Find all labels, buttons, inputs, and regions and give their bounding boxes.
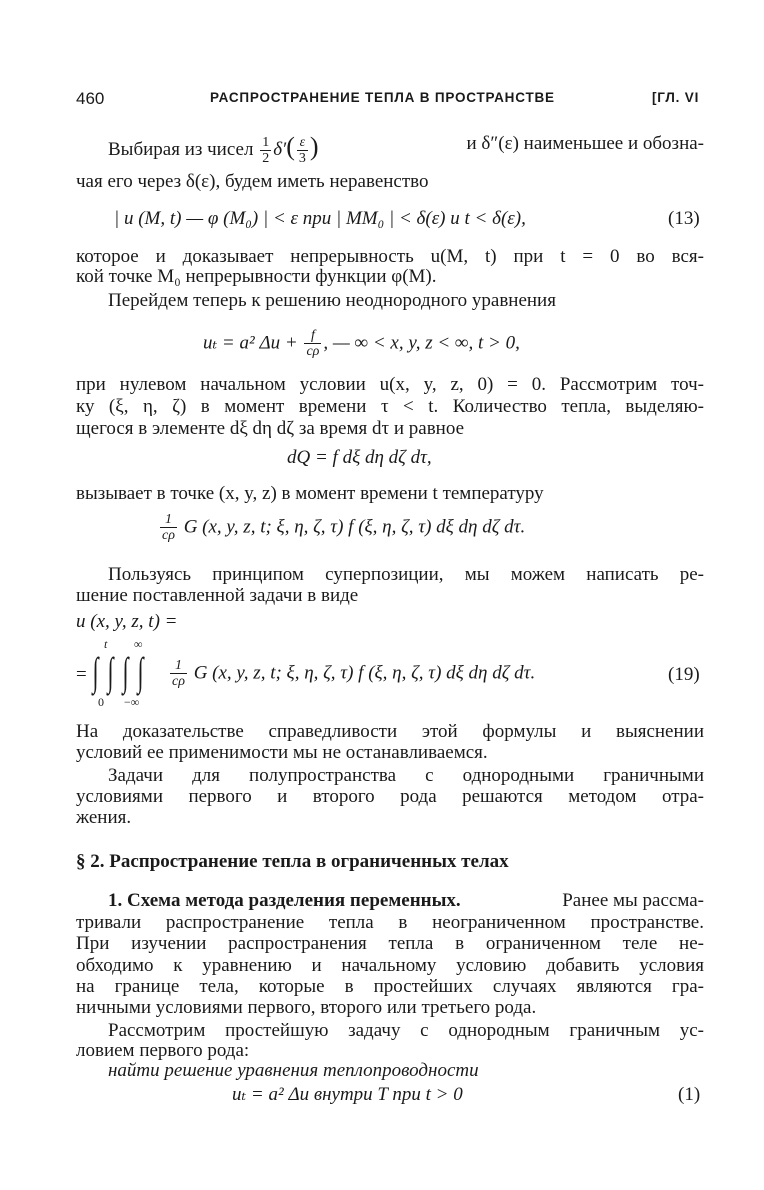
fraction-numerator: 1 <box>160 512 177 528</box>
paragraph-line: шение поставленной задачи в виде <box>76 585 359 606</box>
math-symbol: δ′ <box>273 139 287 160</box>
paragraph-line: условий ее применимости мы не останавливаемся. <box>76 742 488 763</box>
paragraph-line: вызывает в точке (x, y, z) в момент времени t температуру <box>76 483 544 504</box>
running-title: РАСПРОСТРАНЕНИЕ ТЕПЛА В ПРОСТРАНСТВЕ <box>210 90 555 105</box>
equation-19-eq-sign: = <box>76 664 87 685</box>
fraction <box>304 328 321 360</box>
fraction <box>260 135 271 167</box>
paragraph-line: Перейдем теперь к решению неоднородного уравнения <box>108 290 556 311</box>
paragraph-line <box>108 134 704 167</box>
equation-lhs: uₜ = a² Δu + <box>203 332 298 354</box>
expression-body: G (x, y, z, t; ξ, η, ζ, τ) f (ξ, η, ζ, τ) dξ dη dζ dτ. <box>183 516 526 538</box>
expression-body: G (x, y, z, t; ξ, η, ζ, τ) f (ξ, η, ζ, τ) dξ dη dζ dτ. <box>193 662 536 684</box>
paragraph-line: щегося в элементе dξ dη dζ за время dτ и равное <box>76 418 465 439</box>
text-run: Ранее мы рассма- <box>562 890 704 911</box>
integral-sign: ∫ <box>92 649 99 694</box>
paragraph-line: жения. <box>76 807 132 828</box>
chapter-label: [ГЛ. VI <box>652 90 700 105</box>
paragraph-line: Пользуясь принципом суперпозиции, мы можем написать ре- <box>108 564 704 585</box>
fraction <box>297 135 308 167</box>
equation-number: (13) <box>668 208 700 229</box>
fraction-numerator: 1 <box>170 658 187 674</box>
italic-statement: найти решение уравнения теплопроводности <box>108 1060 479 1081</box>
integral-upper-limit: t <box>104 637 108 651</box>
paragraph-line: тривали распространение тепла в неограниченном пространстве. <box>76 912 704 933</box>
section-heading: § 2. Распространение тепла в ограниченных телах <box>76 851 509 872</box>
paragraph-line: которое и доказывает непрерывность u(M, t) при t = 0 во вся- <box>76 246 704 267</box>
green-function-expression <box>158 512 525 544</box>
dq-equation: dQ = f dξ dη dζ dτ, <box>287 447 432 468</box>
text-run: Выбирая из чисел <box>108 139 254 160</box>
heat-equation <box>203 328 520 360</box>
fraction-numerator: f <box>304 328 321 344</box>
paragraph-line: при нулевом начальном условии u(x, y, z, 0) = 0. Рассмотрим точ- <box>76 374 704 395</box>
equation-19-body <box>168 658 535 690</box>
integral-sign: ∫ <box>107 649 114 694</box>
subsection-title: 1. Схема метода разделения переменных. <box>108 890 461 911</box>
equation-13: | u (M, t) — φ (M₀) | < ε при | MM₀ | < δ(ε) и t < δ(ε), <box>114 208 526 229</box>
paragraph-line: ку (ξ, η, ζ) в момент времени τ < t. Количество тепла, выделяю- <box>76 396 704 417</box>
paragraph-line: Рассмотрим простейшую задачу с однородным граничным ус- <box>108 1020 704 1041</box>
paragraph-line: условиями первого и второго рода решаются методом отра- <box>76 786 704 807</box>
paragraph-line: Задачи для полупространства с однородными граничными <box>108 765 704 786</box>
equation-rhs: , — ∞ < x, y, z < ∞, t > 0, <box>323 332 520 354</box>
fraction-denominator: 3 <box>298 151 306 167</box>
text-run: и δ″(ε) наименьшее и обозна- <box>466 133 704 154</box>
integral-signs <box>92 637 166 709</box>
paragraph-line: ловием первого рода: <box>76 1040 250 1061</box>
equation-number: (1) <box>678 1084 701 1105</box>
page-number: 460 <box>76 89 105 108</box>
paragraph-line: обходимо к уравнению и начальному условию добавить условия <box>76 955 704 976</box>
paren-left: ( <box>286 132 295 161</box>
fraction-denominator: cρ <box>162 528 175 544</box>
fraction-numerator: 1 <box>262 134 270 150</box>
fraction-denominator: cρ <box>306 344 320 360</box>
integral-lower-limit: 0 <box>98 695 104 709</box>
paragraph-line: При изучении распространения тепла в ограниченном теле не- <box>76 933 704 954</box>
paren-right: ) <box>309 132 319 161</box>
equation-number: (19) <box>668 664 700 685</box>
equation-19-lhs: u (x, y, z, t) = <box>76 611 178 632</box>
integral-upper-limit: ∞ <box>134 637 143 651</box>
fraction-denominator: cρ <box>172 674 185 690</box>
paragraph-line: На доказательстве справедливости этой формулы и выяснении <box>76 721 704 742</box>
integral-sign: ∫ <box>137 649 144 694</box>
fraction <box>170 658 187 690</box>
paragraph-line: кой точке M₀ непрерывности функции φ(M). <box>76 266 437 287</box>
paragraph-line <box>108 891 704 910</box>
paragraph-line: на границе тела, которые в простейших случаях являются гра- <box>76 976 704 997</box>
integral-sign: ∫ <box>122 649 129 694</box>
paragraph-line: ничными условиями первого, второго или третьего рода. <box>76 997 537 1018</box>
equation-1: uₜ = a² Δu внутри T при t > 0 <box>232 1084 463 1105</box>
fraction <box>160 512 177 544</box>
fraction-denominator: 2 <box>262 151 270 167</box>
fraction-numerator: ε <box>297 135 308 151</box>
paragraph-line: чая его через δ(ε), будем иметь неравенство <box>76 171 429 192</box>
integral-lower-limit: −∞ <box>124 695 140 709</box>
